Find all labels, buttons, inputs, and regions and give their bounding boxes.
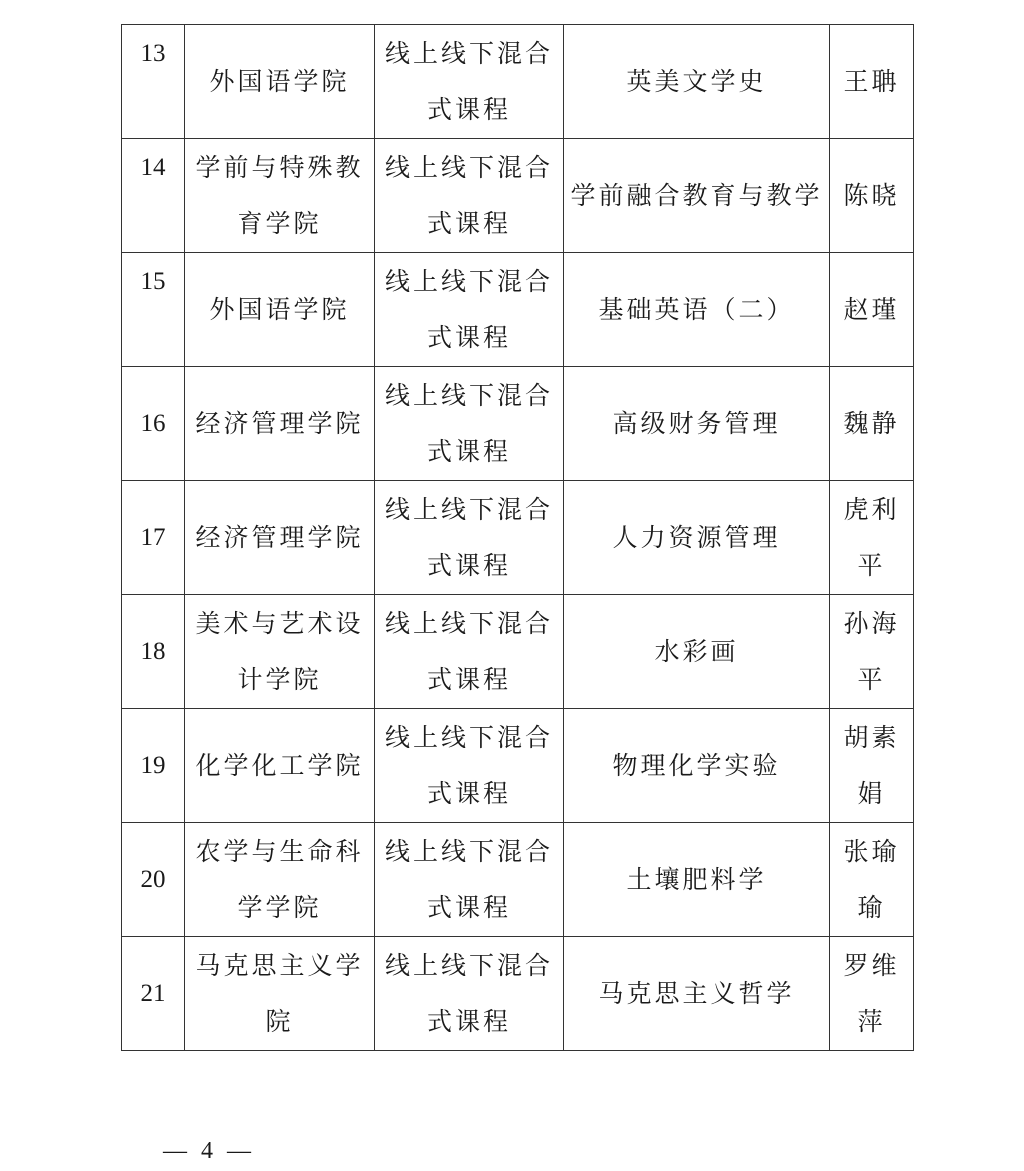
- table-row: [122, 823, 914, 937]
- course-type-cell: [375, 481, 564, 595]
- course-name-cell: 物理化学实验: [564, 709, 830, 823]
- course-table: [121, 24, 914, 1051]
- leader-cell: [830, 481, 914, 595]
- course-type-text: 线上线下混合式课程: [385, 836, 554, 922]
- course-type-cell: [375, 367, 564, 481]
- college-cell: [185, 25, 375, 139]
- table-row: [122, 367, 914, 481]
- leader-text: 张瑜瑜: [843, 836, 900, 922]
- course-type-cell: [375, 595, 564, 709]
- college-cell: [185, 709, 375, 823]
- course-type-text: 线上线下混合式课程: [385, 494, 554, 580]
- course-type-cell: [375, 139, 564, 253]
- course-type-cell: [375, 709, 564, 823]
- course-type-text: 线上线下混合式课程: [385, 722, 554, 808]
- leader-cell: [830, 823, 914, 937]
- leader-cell: [830, 595, 914, 709]
- row-number: 14: [122, 139, 185, 253]
- leader-cell: [830, 253, 914, 367]
- leader-cell: [830, 25, 914, 139]
- college-text: 马克思主义学院: [195, 950, 364, 1036]
- leader-text: 胡素娟: [843, 722, 900, 808]
- leader-text: 赵瑾: [843, 294, 900, 324]
- page-number: — 4 —: [163, 1138, 255, 1164]
- leader-cell: [830, 139, 914, 253]
- table-row: [122, 709, 914, 823]
- row-number: 17: [122, 481, 185, 595]
- row-number: 15: [122, 253, 185, 367]
- college-text: 学前与特殊教育学院: [195, 152, 364, 238]
- leader-text: 罗维萍: [843, 950, 900, 1036]
- course-type-cell: [375, 25, 564, 139]
- row-number: 20: [122, 823, 185, 937]
- college-text: 经济管理学院: [195, 522, 364, 552]
- college-text: 化学化工学院: [195, 750, 364, 780]
- leader-text: 虎利平: [843, 494, 900, 580]
- course-name-cell: 人力资源管理: [564, 481, 830, 595]
- college-cell: [185, 367, 375, 481]
- course-type-text: 线上线下混合式课程: [385, 152, 554, 238]
- row-number: 19: [122, 709, 185, 823]
- college-text: 经济管理学院: [195, 408, 364, 438]
- leader-cell: [830, 937, 914, 1051]
- course-name-cell: 马克思主义哲学: [564, 937, 830, 1051]
- college-cell: [185, 481, 375, 595]
- college-text: 农学与生命科学学院: [195, 836, 364, 922]
- table-row: [122, 595, 914, 709]
- course-name-cell: 基础英语（二）: [564, 253, 830, 367]
- course-type-text: 线上线下混合式课程: [385, 380, 554, 466]
- course-type-text: 线上线下混合式课程: [385, 266, 554, 352]
- table-row: [122, 25, 914, 139]
- leader-cell: [830, 709, 914, 823]
- course-type-cell: [375, 937, 564, 1051]
- course-type-text: 线上线下混合式课程: [385, 38, 554, 124]
- row-number: 16: [122, 367, 185, 481]
- course-name-cell: 英美文学史: [564, 25, 830, 139]
- college-cell: [185, 937, 375, 1051]
- leader-text: 魏静: [843, 408, 900, 438]
- table-row: [122, 937, 914, 1051]
- college-cell: [185, 595, 375, 709]
- course-type-text: 线上线下混合式课程: [385, 608, 554, 694]
- leader-text: 孙海平: [843, 608, 900, 694]
- college-cell: [185, 253, 375, 367]
- college-cell: [185, 139, 375, 253]
- college-text: 外国语学院: [209, 294, 350, 324]
- college-text: 外国语学院: [209, 66, 350, 96]
- course-type-cell: [375, 253, 564, 367]
- row-number: 18: [122, 595, 185, 709]
- course-type-text: 线上线下混合式课程: [385, 950, 554, 1036]
- leader-cell: [830, 367, 914, 481]
- table-row: [122, 253, 914, 367]
- row-number: 13: [122, 25, 185, 139]
- college-text: 美术与艺术设计学院: [195, 608, 364, 694]
- course-name-cell: 水彩画: [564, 595, 830, 709]
- college-cell: [185, 823, 375, 937]
- table-row: [122, 139, 914, 253]
- leader-text: 王聃: [843, 66, 900, 96]
- table-row: [122, 481, 914, 595]
- course-name-cell: 学前融合教育与教学: [564, 139, 830, 253]
- row-number: 21: [122, 937, 185, 1051]
- course-name-cell: 高级财务管理: [564, 367, 830, 481]
- leader-text: 陈晓: [843, 180, 900, 210]
- course-type-cell: [375, 823, 564, 937]
- course-name-cell: 土壤肥料学: [564, 823, 830, 937]
